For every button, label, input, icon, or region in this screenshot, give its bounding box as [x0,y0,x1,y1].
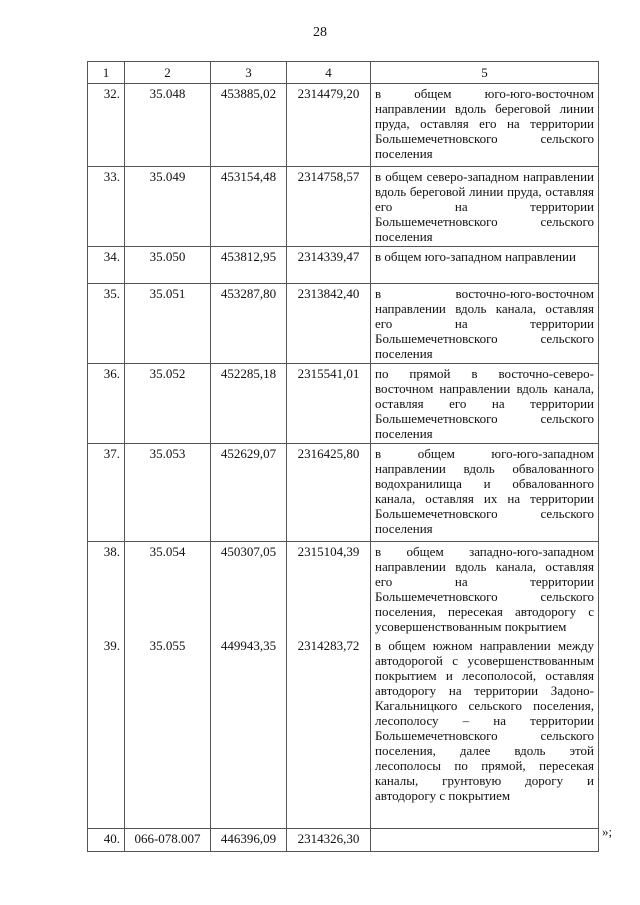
coordinate-x: 446396,09 [211,829,287,852]
row-number: 34. [88,247,125,284]
point-code: 35.054 [125,542,211,637]
table-row [88,444,599,542]
point-code: 35.052 [125,364,211,444]
row-number: 39. [88,636,125,829]
table-header-row [88,62,599,84]
boundary-description: в общем южном направлении между автодорогой с усовершенствованным покрытием и лесополосой, оставляя автодорогу на территории Задоно-Кагальницкого сельского поселения, лесополосу – на территории Большемечетновского сельского поселения, далее вдоль этой лесополосы по прямой, пересекая каналы, грунтовую дорогу и автодорогу с покрытием [371,636,599,829]
row-number: 37. [88,444,125,542]
boundary-description: в общем юго-западном направлении [371,247,599,284]
coordinate-y: 2314326,30 [287,829,371,852]
point-code: 35.050 [125,247,211,284]
column-header: 3 [211,62,287,84]
table-row [88,247,599,284]
coordinate-x: 452285,18 [211,364,287,444]
coordinate-y: 2313842,40 [287,284,371,364]
column-header: 2 [125,62,211,84]
table-row [88,167,599,247]
table-row [88,364,599,444]
coordinate-y: 2314283,72 [287,636,371,829]
coordinate-y: 2315104,39 [287,542,371,637]
coordinate-x: 453287,80 [211,284,287,364]
closing-quote-mark: »; [602,824,613,839]
coordinate-x: 453885,02 [211,84,287,167]
row-number: 32. [88,84,125,167]
boundary-description: в общем юго-юго-западном направлении вдоль обвалованного водохранилища и обвалованного канала, оставляя их на территории Большемечетновского сельского поселения [371,444,599,542]
coordinate-y: 2314479,20 [287,84,371,167]
column-header: 4 [287,62,371,84]
coordinate-y: 2316425,80 [287,444,371,542]
table-row [88,636,599,829]
row-number: 33. [88,167,125,247]
coordinate-x: 453154,48 [211,167,287,247]
boundary-description: в общем северо-западном направлении вдоль береговой линии пруда, оставляя его на территории Большемечетновского сельского поселения [371,167,599,247]
table-row [88,84,599,167]
column-header: 5 [371,62,599,84]
table-row [88,284,599,364]
row-number: 35. [88,284,125,364]
coordinate-y: 2315541,01 [287,364,371,444]
point-code: 35.053 [125,444,211,542]
boundary-description: по прямой в восточно-северо-восточном направлении вдоль канала, оставляя его на территории Большемечетновского сельского поселения [371,364,599,444]
boundary-points-table [87,61,599,852]
table-row [88,542,599,637]
coordinate-x: 449943,35 [211,636,287,829]
coordinate-y: 2314758,57 [287,167,371,247]
coordinate-x: 453812,95 [211,247,287,284]
coordinate-x: 450307,05 [211,542,287,637]
column-header: 1 [88,62,125,84]
point-code: 35.055 [125,636,211,829]
point-code: 35.049 [125,167,211,247]
table-row [88,829,599,852]
point-code: 35.051 [125,284,211,364]
boundary-description [371,829,599,852]
row-number: 40. [88,829,125,852]
point-code: 066-078.007 [125,829,211,852]
page-number: 28 [313,25,327,40]
boundary-description: в восточно-юго-восточном направлении вдоль канала, оставляя его на территории Большемечетновского сельского поселения [371,284,599,364]
coordinate-x: 452629,07 [211,444,287,542]
boundary-description: в общем западно-юго-западном направлении вдоль канала, оставляя его на территории Большемечетновского сельского поселения, пересекая автодорогу с усовершенствованным покрытием [371,542,599,637]
boundary-description: в общем юго-юго-восточном направлении вдоль береговой линии пруда, оставляя его на территории Большемечетновского сельского поселения [371,84,599,167]
point-code: 35.048 [125,84,211,167]
row-number: 38. [88,542,125,637]
row-number: 36. [88,364,125,444]
coordinate-y: 2314339,47 [287,247,371,284]
